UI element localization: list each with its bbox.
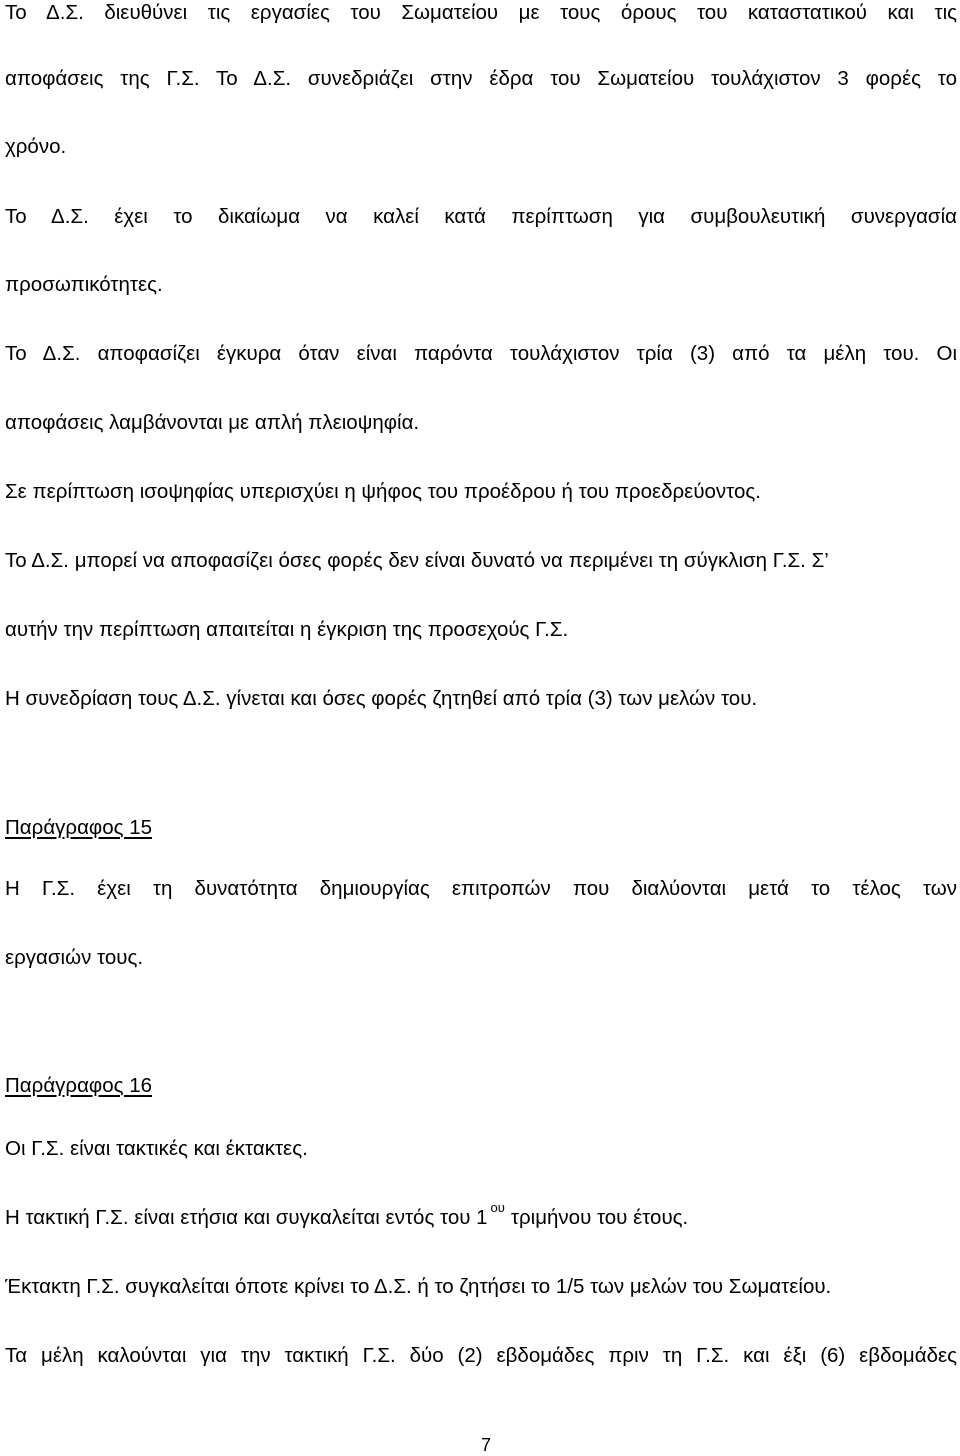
paragraph-line: εργασιών τους. bbox=[5, 946, 144, 969]
paragraph-line: Το Δ.Σ. διευθύνει τις εργασίες του Σωματείου με τους όρους του καταστατικού και τις bbox=[5, 1, 957, 24]
page-number: 7 bbox=[480, 1435, 491, 1455]
paragraph-line: Τα μέλη καλούνται για την τακτική Γ.Σ. δύο (2) εβδομάδες πριν τη Γ.Σ. και έξι (6) εβδομάδες bbox=[5, 1344, 957, 1367]
paragraph-line: αυτήν την περίπτωση απαιτείται η έγκριση της προσεχούς Γ.Σ. bbox=[5, 618, 569, 641]
paragraph-line: αποφάσεις λαμβάνονται με απλή πλειοψηφία. bbox=[5, 411, 420, 434]
paragraph-line: Η συνεδρίαση τους Δ.Σ. γίνεται και όσες φορές ζητηθεί από τρία (3) των μελών του. bbox=[5, 687, 758, 710]
paragraph-line: Το Δ.Σ. αποφασίζει έγκυρα όταν είναι παρόντα τουλάχιστον τρία (3) από τα μέλη του. Οι bbox=[5, 342, 957, 365]
paragraph-line: Οι Γ.Σ. είναι τακτικές και έκτακτες. bbox=[5, 1137, 308, 1160]
superscript: ου bbox=[490, 1205, 505, 1215]
line-text: Η τακτική Γ.Σ. είναι ετήσια και συγκαλείται εντός του 1 bbox=[5, 1206, 488, 1229]
paragraph-line: Έκτακτη Γ.Σ. συγκαλείται όποτε κρίνει το Δ.Σ. ή το ζητήσει το 1/5 των μελών του Σωματείου. bbox=[5, 1275, 832, 1298]
section-heading: Παράγραφος 15 bbox=[5, 816, 153, 839]
paragraph-line: αποφάσεις της Γ.Σ. Το Δ.Σ. συνεδριάζει στην έδρα του Σωματείου τουλάχιστον 3 φορές το bbox=[5, 67, 957, 90]
paragraph-line bbox=[5, 1205, 957, 1231]
paragraph-line: Το Δ.Σ. μπορεί να αποφασίζει όσες φορές δεν είναι δυνατό να περιμένει τη σύγκλιση Γ.Σ. Σ’ bbox=[5, 549, 829, 572]
paragraph-line: Το Δ.Σ. έχει το δικαίωμα να καλεί κατά περίπτωση για συμβουλευτική συνεργασία bbox=[5, 205, 957, 228]
line-text-cont: τριμήνου του έτους. bbox=[510, 1206, 689, 1229]
paragraph-line: προσωπικότητες. bbox=[5, 273, 163, 296]
section-heading: Παράγραφος 16 bbox=[5, 1074, 153, 1097]
paragraph-line: χρόνο. bbox=[5, 135, 67, 158]
paragraph-line: Σε περίπτωση ισοψηφίας υπερισχύει η ψήφος του προέδρου ή του προεδρεύοντος. bbox=[5, 480, 761, 503]
paragraph-line: Η Γ.Σ. έχει τη δυνατότητα δημιουργίας επιτροπών που διαλύονται μετά το τέλος των bbox=[5, 877, 957, 900]
